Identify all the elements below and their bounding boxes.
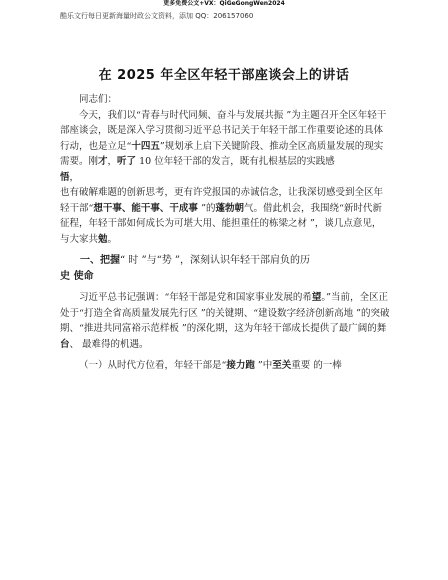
p1-bold-d: 才: [98, 156, 108, 167]
p1-text-i: ，: [69, 171, 80, 183]
p3-bold-b: 望: [311, 292, 322, 303]
paragraph-1: [60, 108, 390, 186]
p4-bold-b: 接力跑: [226, 360, 255, 371]
greeting: 同志们：: [79, 94, 118, 105]
p3-text-c: 。”当前，全区正处于“打造全省高质量发展先行区 ”的关键期、“建设数字经济创新高地 ”的突破期、“推进共同富裕示范样板 ”的深化期，这为年轻干部成长提供了最广阔的舞: [60, 292, 390, 334]
p4-bold-d: 至关: [272, 360, 292, 371]
p1-text-g: 10 位年轻干部的发言，既有扎根基层的实践感: [136, 156, 335, 167]
p2-text-e: 气。借此机会，我围绕“新时代新征程，年轻干部如何成长为可堪大用、能担重任的栋梁之材 ”，谈几点意见，与大家共: [60, 202, 382, 245]
paragraph-3: [60, 290, 390, 352]
p3-text-a: 习近平总书记强调：“年轻干部是党和国家事业发展的希: [79, 292, 312, 303]
paragraph-4: [60, 358, 390, 374]
p3-text-e: 、 最难得的机遇。: [69, 338, 149, 350]
p2-text-a: 也有破解难题的创新思考，更有许党报国的赤诚信念，让我深切感受到全区年轻干部“: [60, 187, 384, 214]
paragraph-2: [60, 185, 390, 247]
p1-text-a: 今天，我们以“青春与时代同频、奋斗与发展共振 ”为主题召开全区年轻干部座谈会，既是深入学习贯彻习近平总书记关于年轻干部工作重要论述的具体行动，也是立足“: [60, 109, 387, 152]
top-banner: 更多免费公文+VX：QiGeGongWen2024: [163, 0, 285, 7]
s1-num: 一、: [80, 255, 100, 266]
p2-text-c: ”的: [201, 202, 216, 214]
section-heading-1: [60, 253, 390, 284]
p1-bold-f: 听了: [117, 156, 137, 167]
header-note: 酷乐文行每日更新海量时政公文资料，添加 QQ：206157060: [60, 12, 254, 20]
document-body: [60, 92, 390, 374]
s1-bold-b: 把握: [100, 255, 120, 266]
p2-bold-d: 蓬勃朝: [215, 202, 245, 214]
p4-text-e: 重要 的一棒: [291, 360, 342, 371]
p1-bold-b: 十四五: [131, 140, 160, 152]
p1-text-c: ”规划承上启下关键阶段、推动全区高质量发展的现实需要。刚: [60, 140, 384, 167]
p2-bold-b: 想干事、能干事、干成事: [93, 202, 202, 214]
p1-text-e: ，: [107, 156, 118, 167]
s1-text-c: “ 时 ”与“势 ”，深刻认识年轻干部肩负的历: [120, 255, 310, 266]
p3-bold-d: 台: [60, 338, 70, 350]
p2-bold-f: 勉: [98, 233, 108, 245]
p4-text-a: （一）从时代方位看，年轻干部是“: [79, 360, 227, 371]
p4-text-c: ”中: [254, 360, 273, 371]
p1-bold-h: 悟: [60, 171, 70, 183]
document-title: 在 2025 年全区年轻干部座谈会上的讲话: [98, 68, 350, 83]
s1-bold-d: 史 使命: [60, 270, 94, 282]
p2-text-g: 。: [107, 233, 118, 245]
